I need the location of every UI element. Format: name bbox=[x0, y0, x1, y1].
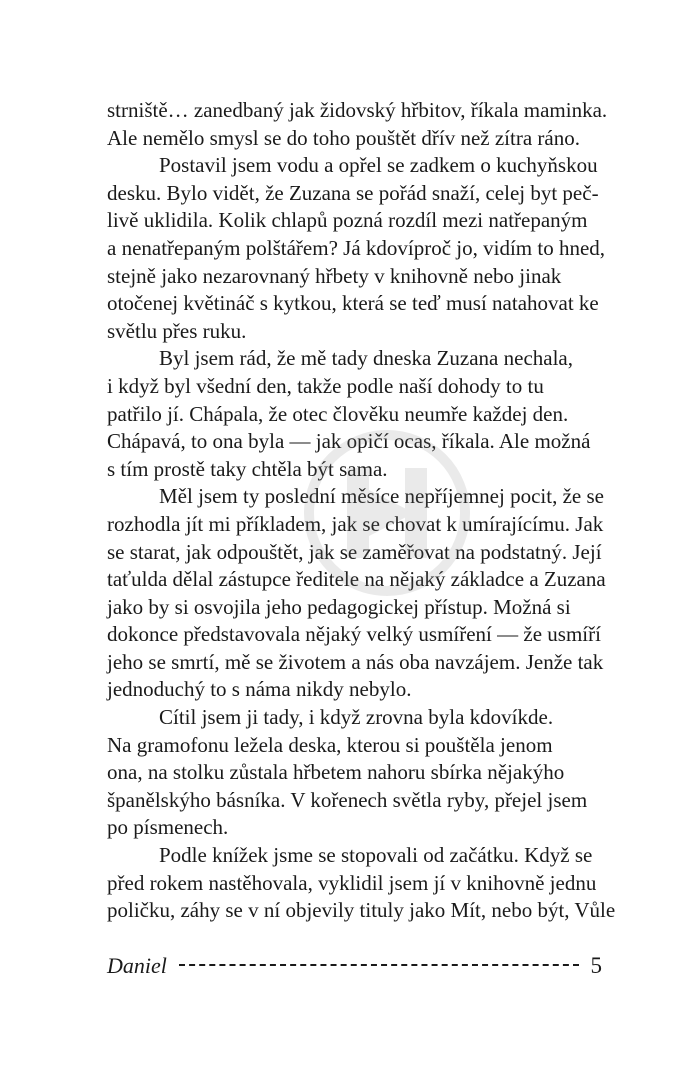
text-line: a nenatřepaným polštářem? Já kdovíproč jo, vidím to hned, bbox=[107, 235, 606, 260]
text-line: světlu přes ruku. bbox=[107, 318, 247, 343]
text-line: rozhodla jít mi příkladem, jak se chovat k umírajícímu. Jak bbox=[107, 511, 604, 536]
text-line: se starat, jak odpouštět, jak se zaměřovat na podstatný. Její bbox=[107, 539, 602, 564]
text-line: i když byl všední den, takže podle naší dohody to tu bbox=[107, 373, 544, 398]
text-line: taťulda dělal zástupce ředitele na nějaký základce a Zuzana bbox=[107, 567, 606, 592]
text-line: Měl jsem ty poslední měsíce nepříjemnej pocit, že se bbox=[159, 484, 604, 509]
text-line: Na gramofonu ležela deska, kterou si pouštěla jenom bbox=[107, 732, 553, 757]
text-line: patřilo jí. Chápala, že otec člověku neumře každej den. bbox=[107, 401, 569, 426]
text-line: dokonce představovala nějaký velký usmíření — že usmíří bbox=[107, 622, 601, 647]
text-line: ona, na stolku zůstala hřbetem nahoru sbírka nějakýho bbox=[107, 760, 565, 785]
text-line: strniště… zanedbaný jak židovský hřbitov, říkala maminka. bbox=[107, 98, 608, 122]
text-line: jako by si osvojila jeho pedagogickej přístup. Možná si bbox=[107, 594, 571, 619]
text-line: s tím prostě taky chtěla být sama. bbox=[107, 456, 388, 481]
text-line: Byl jsem rád, že mě tady dneska Zuzana nechala, bbox=[159, 346, 573, 371]
text-line: livě uklidila. Kolik chlapů pozná rozdíl mezi natřepaným bbox=[107, 208, 588, 233]
page-footer bbox=[107, 953, 602, 979]
text-line: Postavil jsem vodu a opřel se zadkem o kuchyňskou bbox=[159, 153, 598, 178]
page-number: 5 bbox=[590, 953, 602, 978]
text-line: po písmenech. bbox=[107, 815, 229, 840]
text-line: Cítil jsem ji tady, i když zrovna byla kdovíkde. bbox=[159, 705, 554, 730]
text-line: Ale nemělo smysl se do toho pouštět dřív než zítra ráno. bbox=[107, 125, 580, 150]
text-line: jednoduchý to s náma nikdy nebylo. bbox=[107, 677, 412, 702]
text-line: otočenej květináč s kytkou, která se teď musí natahovat ke bbox=[107, 291, 599, 316]
text-line: Chápavá, to ona byla — jak opičí ocas, říkala. Ale možná bbox=[107, 429, 591, 454]
text-line: jeho se smrtí, mě se životem a nás oba navzájem. Jenže tak bbox=[107, 649, 604, 674]
text-line: desku. Bylo vidět, že Zuzana se pořád snaží, celej byt peč- bbox=[107, 180, 599, 205]
text-line: před rokem nastěhovala, vyklidil jsem jí v knihovně jednu bbox=[107, 870, 597, 895]
body-text bbox=[107, 97, 616, 925]
text-line: španělskýho básníka. V kořenech světla ryby, přejel jsem bbox=[107, 787, 588, 812]
text-line: stejně jako nezarovnaný hřbety v knihovně nebo jinak bbox=[107, 263, 562, 288]
running-title: Daniel bbox=[107, 953, 167, 978]
text-line: Podle knížek jsme se stopovali od začátku. Když se bbox=[159, 843, 593, 868]
text-line: poličku, záhy se v ní objevily tituly jako Mít, nebo být, Vůle bbox=[107, 898, 616, 923]
footer-dash-rule bbox=[179, 964, 579, 966]
